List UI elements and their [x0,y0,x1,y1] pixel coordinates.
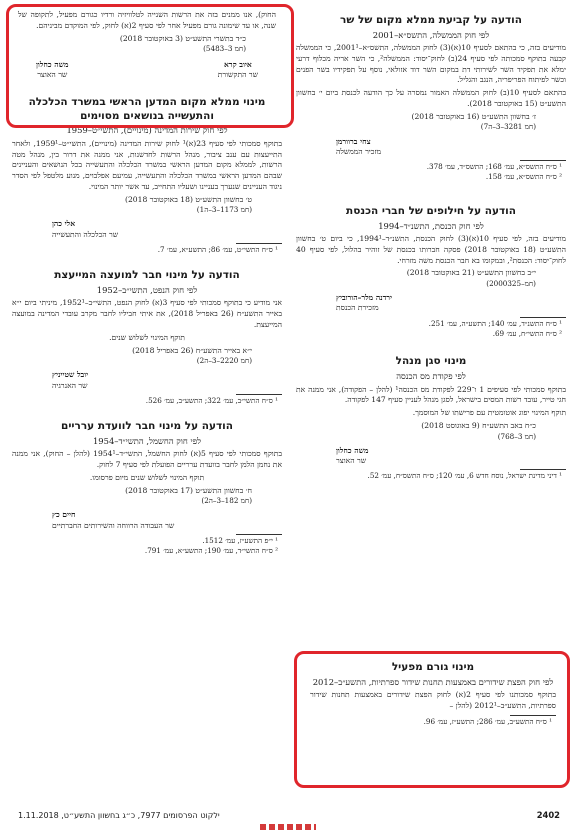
section-body: בתוקף סמכותי לפי סעיף 23(א)¹ לחוק שירות המדינה (מינויים), התשי״ט–1959¹, ולאחר התייעצות עם ענב ציבור, מנהל הרשות לחדשנות, אני ממנה את דרור בין, מנהל מטה הרשות, לממלא מקום המדען הראשי במשרד הכלכלה והתעשייה בכל הנושאים והעניינים שבהם המדען הראשי במשרד הכלכלה והתעשייה, עמיעם אפלבוים, מנוע מלטפל לפי הסדר ניגוד העניינים שנערך בעניינו ושעליו התחייב, עד אשר יותר המינוי. [12,138,282,191]
signer-name: ירדנה מלר–הורוביץ [336,293,393,303]
footnote-divider [510,715,556,716]
signer-name: יובל שטייניץ [52,370,89,380]
notice-advisory-council [12,269,282,406]
signature [52,370,282,391]
section-body: מודיעים בזה, כי בהתאם לסעיף 10(א)(3) לחוק הממשלה, התשס״א–2001¹, כי הממשלה קבעה בתוקף סמכותה לפי סעיף 24(ב) לחוק־יסוד: הממשלה², כי השר אריה מכלוף דרעי ימלא את תפקיד השר לשירותי דת במקום השר דוד אזולאי, נוסף על תפקידיו בשר הפנים וכשר לפיתוח הפריפריה, הנגב והגליל. [296,43,566,85]
signer-role: שר התקשורת [217,70,258,80]
section-body: בתוקף סמכותי לפי סעיף 5(א) לחוק החשמל, התשי״ד–1954¹ (להלן – החוק), אני ממנה את נחמן הלמן לחבר בוועדת ערריים הפועלת לפי סעיף 7 לחוק. [12,449,282,470]
footnote-divider [520,469,566,470]
signer-role: שר הכלכלה והתעשייה [52,229,119,239]
section-title: הודעה על חילופים של חברי הכנסת [346,204,516,217]
signature [336,293,566,314]
footnote: ¹ ס״ח התשי״ב, עמ׳ 322; התשע״ב, עמ׳ 526. [145,395,278,405]
section-body: בתוקף סמכותי לפי סעיפים 1 ו־229 לפקודת מס הכנסה¹ (להלן – הפקודה), אני ממנה את חגי טייר, עובד רשות המסים בישראל, לסגן מנהל לעניין סעיף 147 לפקודה. [296,384,566,405]
signer-name: משה כחלון [336,445,369,455]
signer-role: שר האוצר [336,455,367,465]
signer-name: חיים כץ [52,510,76,520]
footnote-divider [520,160,566,161]
signer-name: משה כחלון [36,60,69,70]
date-line: ח׳ בחשוון התשע״ט (17 באוקטובר 2018) [125,485,252,495]
section-title: מינוי סגן מנהל [395,355,467,368]
section-law: לפי חוק הפצת שידורים באמצעות תחנות שידור ספרתיות, התשע״ב–2012 [312,676,554,687]
footnote-divider [236,243,282,244]
section-law: לפי חוק הנפט, התשי״ב–1952 [96,284,198,295]
section-law: לפי חוק החשמל, התשי״ד–1954 [92,435,202,446]
signer-role: שר האוצר [37,70,68,80]
footnote-divider [236,534,282,535]
signature [52,510,282,531]
reference-number: (חמ 1173–3–ה1) [196,205,252,215]
reference-number: (חמ 3–5483) [203,44,246,54]
signer-role: שר העבודה הרווחה והשירותים החברתיים [52,520,175,530]
signatures-pair [18,60,276,80]
right-column [296,0,566,481]
section-law: לפי חוק הכנסת, התשנ״ד–1994 [378,220,484,231]
notice-knesset-members [296,205,566,340]
footnote: ¹ ס״ח התשע״ב, עמ׳ 286; התשע״ז, עמ׳ 96. [423,716,552,726]
section-law: לפי חוק הממשלה, התשס״א–2001 [372,29,490,40]
section-body: תוקף המינוי לשלוש שנים מיום פרסומו. [89,472,205,482]
page-footer [18,810,560,820]
operator-appointment-continued [12,10,282,80]
date-line: י״ב בחשוון התשע״ט (21 באוקטובר 2018) [406,268,536,278]
date-line: י״א באייר התשע״ח (26 באפריל 2018) [132,345,252,355]
footnote: ¹ ס״ח התשנ״ד, עמ׳ 140; התשע״ה, עמ׳ 251. [428,318,562,328]
reference-number: (חמ 182–3–ה2) [201,496,252,506]
signature [36,60,69,80]
section-body: תוקף המינוי לשלוש שנים. [109,332,185,342]
date-line: ט׳ בחשוון התשע״ט (18 באוקטובר 2018) [125,194,252,204]
page-edge-mark [260,824,316,830]
footnote: ² ס״ח התשי״ד, עמ׳ 190; התשע״א, עמ׳ 791. [144,546,278,556]
footnote: ¹ דיני מדינת ישראל, נוסח חדש 6, עמ׳ 120; ס״ח התשס״ח, עמ׳ 52. [367,471,562,481]
section-body: בתוקף סמכותנו לפי סעיף 2(א) לחוק הפצת שידורים באמצעות תחנות שידור ספרתיות, התשע״ב–2012¹ (להלן – [310,690,556,710]
signer-name: אלי כהן [52,219,76,229]
signer-name: צחי ברוורמן [336,136,371,146]
signer-role: מזכירת הכנסת [336,303,379,313]
section-title: הודעה על מינוי חבר לוועדת ערריים [61,420,233,433]
notice-chief-scientist [12,96,282,255]
section-body: החוק), אנו ממנים בזה את הרשות השנייה לטלוויזיה ורדיו כגורם מפעיל, לתקופה של שנה, או עד שימונה גורם מפעיל אחר לפי סעיף 2(א) לחוק, לפי המוקדם מביניהם. [18,10,276,30]
operator-appointment-box [302,655,564,727]
notice-acting-minister [296,14,566,183]
signer-role: מזכיר הממשלה [336,146,382,156]
footnote: ² ס״ח התשס״א, עמ׳ 158. [485,172,562,182]
signer-role: שר האנרגיה [52,380,88,390]
signer-name: איוב קרא [223,60,252,70]
date-line: כ״ח באב התשע״ח (9 באוגוסט 2018) [421,420,536,430]
reference-number: (חמ–2000325) [486,279,536,289]
reference-number: (חמ 3281–3–ה7) [480,122,536,132]
notice-appeals-committee [12,420,282,557]
signature [336,137,566,158]
section-title: הודעה על מינוי חבר למועצה המייעצת [54,269,240,282]
section-body: אני מודיע כי בתוקף סמכותי לפי סעיף 3(א) לחוק הנפט, התשי״ב–1952¹, מיניתי ביום י״א באייר התשע״ח (26 באפריל 2018), את איתי חביליו לחבר מקרב עובדי המדינה במועצה המייעצת. [12,298,283,330]
date-line: ז׳ בחשוון התשע״ט (16 באוקטובר 2018) [411,111,536,121]
section-law: לפי פקודת מס הכנסה [396,371,466,382]
footnote: ¹ ס״ח התשי״ט, עמ׳ 86; התשע״א, עמ׳ 7. [157,244,278,254]
footnote: ² ס״ח התשי״ח, עמ׳ 69. [492,329,562,339]
date-line: כ״ד בתשרי התשע״ט (3 באוקטובר 2018) [119,33,246,43]
signature [218,60,258,80]
reference-number: (חמ 2220–3–ה2) [196,356,252,366]
notice-deputy-director [296,355,566,481]
footnote-divider [520,317,566,318]
section-body: מודיעים בזה, לפי סעיף 10(א)(3) לחוק הכנסת, התשנ״ד–1994¹, כי ביום ט׳ בחשוון התשע״ט (18 באוקטובר 2018) פסקה חברותו בכנסת של זוהיר בהלול, לפי סעיף 40 לחוק־יסוד: הכנסת², ובמקומו בא חבר הכנסת משה מזרחי. [296,234,566,265]
signature [52,219,282,240]
left-column [12,0,283,556]
section-law: לפי חוק שירות המדינה (מינויים), התשי״ט–1959 [66,125,228,136]
section-title: הודעה על קביעת ממלא מקום של שר [340,14,522,26]
footnote-divider [236,394,282,395]
section-body: תוקף המינוי יפוג אוטומטית עם פרישתו של המוסמך. [412,408,566,418]
page-number: 2402 [536,810,560,820]
section-title: מינוי גורם מפעיל [391,661,475,673]
reference-number: (חמ 3–768) [497,431,536,441]
footnote: ¹ י״פ התשע״ז, עמ׳ 1512. [202,535,278,545]
section-body: בהתאם לסעיף 10(ב) לחוק הממשלה האמור נמסרה על כך הודעה לכנסת ביום י׳ בחשוון התשע״ט (15 באוקטובר 2018). [296,88,566,109]
signature [336,446,566,467]
section-title: מינוי ממלא מקום המדען הראשי במשרד הכלכלה והתעשייה בנושאים מסוימים [28,95,266,122]
publication-info: ילקוט הפרסומים 7977, כ״ג בחשוון התשע״ט, 1.11.2018 [18,810,220,820]
footnote: ¹ ס״ח התשס״א, עמ׳ 168; התשס״ד, עמ׳ 378. [426,162,562,172]
